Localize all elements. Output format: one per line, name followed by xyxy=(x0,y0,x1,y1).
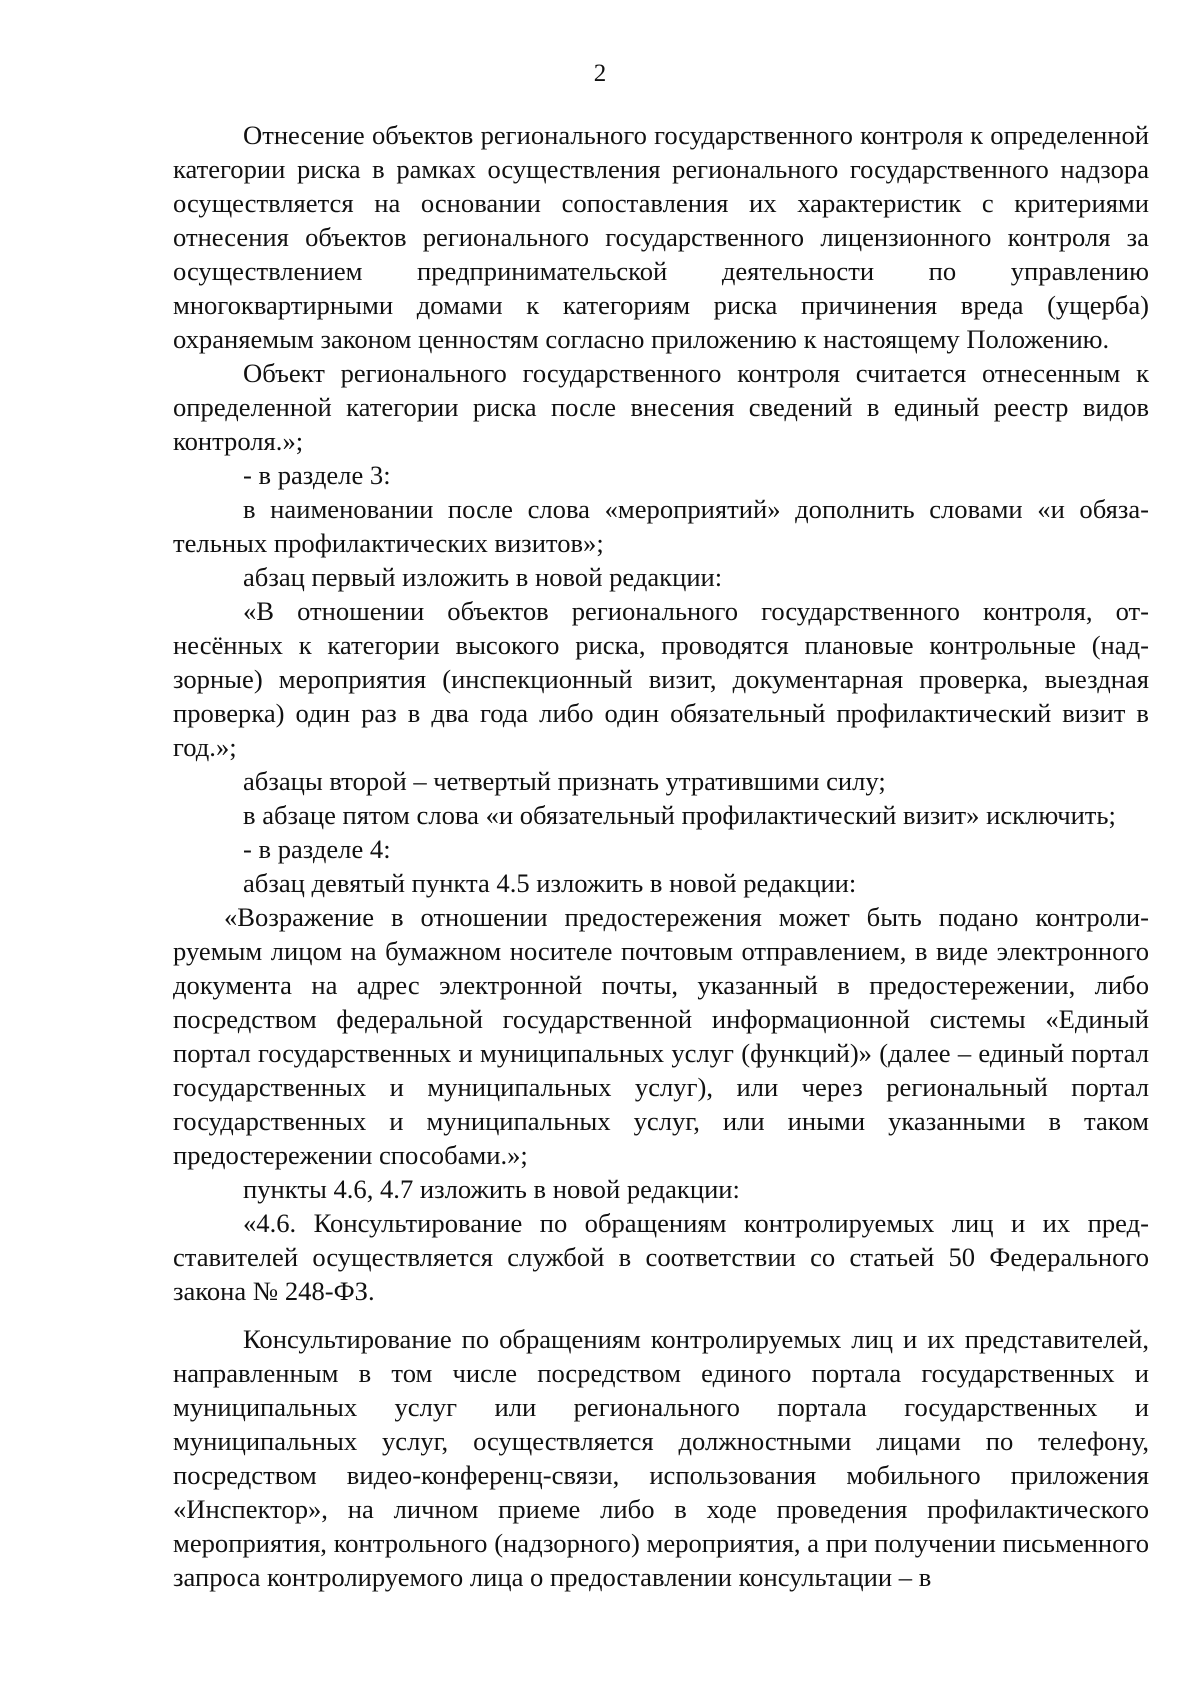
paragraph-consulting-channels: Консультирование по обращениям контролируемых лиц и их представителей, направленным в том числе посредством единого портала государственных и муниципальных услуг или регионального портала государственных и муниципальных услуг, осуществляется должностными лицами по телефону, посредством видео-конференц-связи, использования мобильного приложения «Инспектор», на личном приеме либо в ходе проведения профилактического мероприятия, контрольного (надзорного) мероприятия, а при получении письменного запроса контролируемого лица о предоставлении консультации – в xyxy=(173,1324,1149,1592)
paragraph-object-considered-assigned: Объект регионального государственного контроля считается отнесенным к определенной категории риска после внесения сведений в единый реестр видов контроля.»; xyxy=(173,358,1149,456)
paragraph-objection-procedure-quote: «Возражение в отношении предостережения может быть подано контролируемым лицом на бумажном носителе почтовым отправлением, в виде электронного документа на адрес электронной почты, указанный в предостережении, либо посредством федеральной государственной информационной системы «Единый портал государственных и муниципальных услуг (функций)» (далее – единый портал государственных и муниципальных услуг), или через региональный портал государственных и муниципальных услуг, или иными указанными в таком предостережении способами.»; xyxy=(173,902,1149,1170)
paragraph-4-6-4-7-new-wording: пункты 4.6, 4.7 изложить в новой редакции: xyxy=(243,1174,740,1204)
paragraph-void-paragraphs: абзацы второй – четвертый признать утратившими силу; xyxy=(243,766,886,796)
paragraph-risk-category-assignment: Отнесение объектов регионального государственного контроля к определенной категории риска в рамках осуществления регионального государственного надзора осуществляется на основании сопоставления их характеристик с критериями отнесения объектов регионального государственного лицензионного контроля за осуществлением предпринимательской деятельности по управлению многоквартирными домами к категориям риска причинения вреда (ущерба) охраняемым законом ценностям согласно приложению к настоящему Положению. xyxy=(173,120,1149,354)
paragraph-section-3-title-amendment: в наименовании после слова «мероприятий» дополнить словами «и обязательных профилактических визитов»; xyxy=(173,494,1149,558)
page-number: 2 xyxy=(593,60,607,87)
paragraph-fifth-paragraph-exclusion: в абзаце пятом слова «и обязательный профилактический визит» исключить; xyxy=(243,800,1116,830)
document-body xyxy=(173,118,1149,1594)
paragraph-first-paragraph-new-wording: абзац первый изложить в новой редакции: xyxy=(243,562,723,592)
paragraph-high-risk-inspections-quote: «В отношении объектов регионального государственного контроля, отнесённых к категории высокого риска, проводятся плановые контрольные (надзорные) мероприятия (инспекционный визит, документарная проверка, выездная проверка) один раз в два года либо один обязательный профилактический визит в год.»; xyxy=(173,596,1149,762)
paragraph-4-5-ninth-paragraph: абзац девятый пункта 4.5 изложить в новой редакции: xyxy=(243,868,857,898)
paragraph-section-4-heading: - в разделе 4: xyxy=(243,834,391,864)
paragraph-4-6-consulting: «4.6. Консультирование по обращениям контролируемых лиц и их представителей осуществляется службой в соответствии со статьей 50 Федерального закона № 248-ФЗ. xyxy=(173,1208,1149,1306)
paragraph-section-3-heading: - в разделе 3: xyxy=(243,460,391,490)
